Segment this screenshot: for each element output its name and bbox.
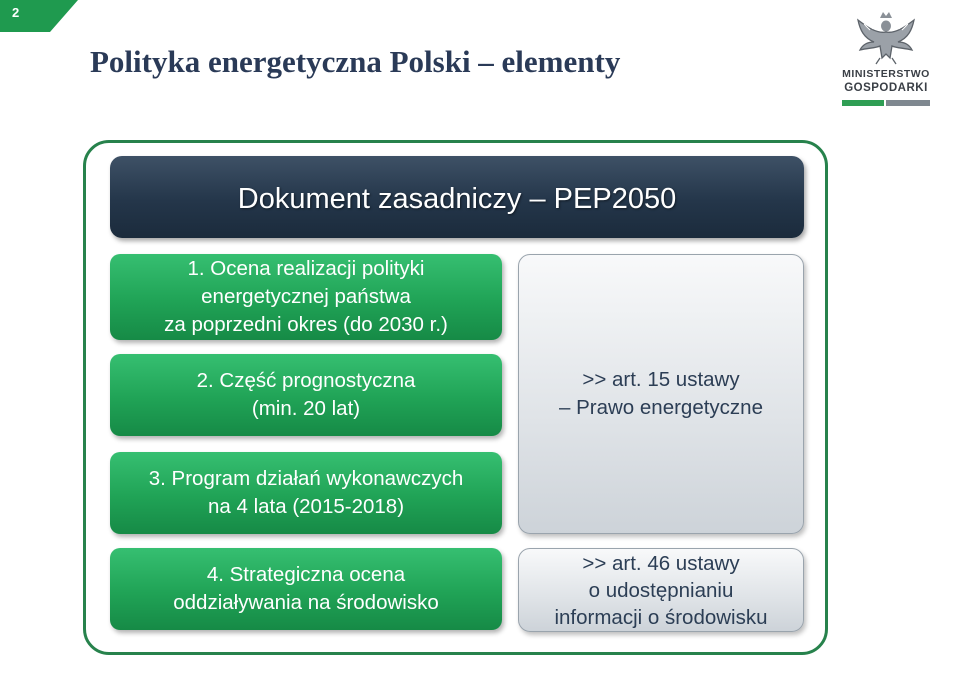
element-box-2	[110, 354, 502, 436]
legal-basis-box-1-text: >> art. 15 ustawy – Prawo energetyczne	[559, 368, 763, 419]
element-box-1	[110, 254, 502, 340]
element-box-2-text: 2. Część prognostyczna (min. 20 lat)	[196, 369, 416, 420]
page-title: Polityka energetyczna Polski – elementy	[90, 44, 621, 79]
logo-text-gospodarki: GOSPODARKI	[844, 82, 928, 94]
logo-color-bar	[842, 100, 930, 106]
element-box-3-text: 3. Program działań wykonawczych na 4 lata (2015-2018)	[148, 467, 464, 518]
element-box-4-text: 4. Strategiczna ocena oddziaływania na środowisko	[173, 563, 439, 614]
element-box-1-text: 1. Ocena realizacji polityki energetycznej państwa za poprzedni okres (do 2030 r.)	[164, 257, 448, 336]
element-box-4	[110, 548, 502, 630]
legal-basis-box-2-text: >> art. 46 ustawy o udostępnianiu informacji o środowisku	[554, 551, 768, 629]
slide-number: 2	[12, 5, 20, 20]
ministry-logo	[836, 8, 936, 118]
logo-text-ministerstwo: MINISTERSTWO	[842, 68, 930, 80]
legal-basis-box-1	[518, 254, 804, 534]
main-document-header-text: Dokument zasadniczy – PEP2050	[237, 182, 677, 215]
main-document-header	[110, 156, 804, 238]
legal-basis-box-2	[518, 548, 804, 632]
element-box-3	[110, 452, 502, 534]
polish-eagle-emblem-icon	[836, 8, 936, 68]
